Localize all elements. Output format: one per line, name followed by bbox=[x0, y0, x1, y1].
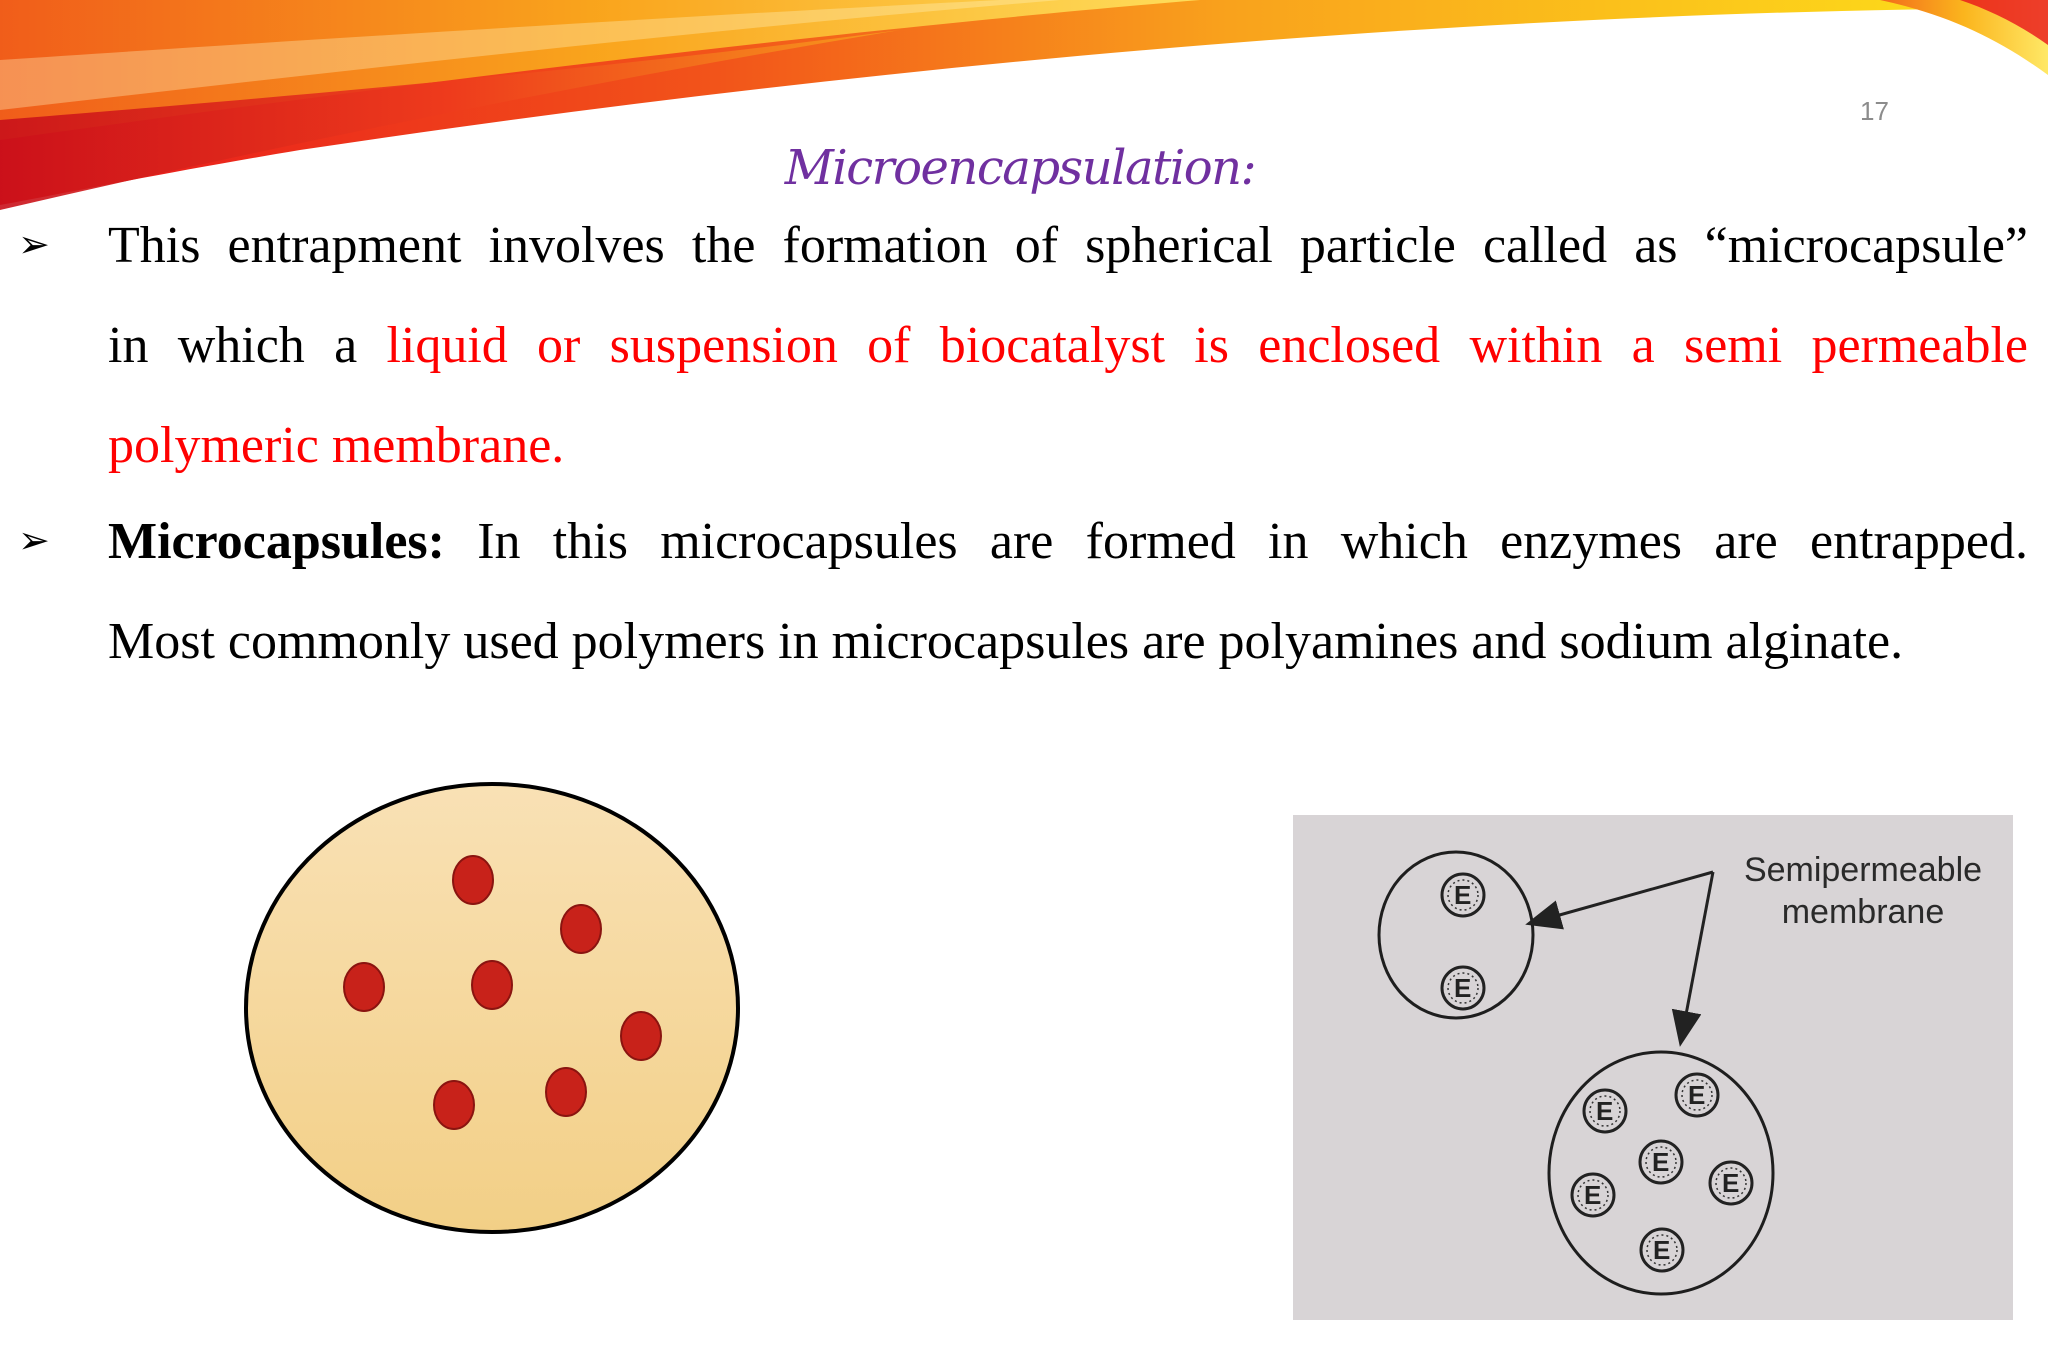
enzyme-letter: E bbox=[1688, 1080, 1706, 1110]
bullet-arrow-icon: ➢ bbox=[18, 518, 50, 562]
enzyme-dot bbox=[621, 1012, 661, 1060]
arrow-to-large-capsule bbox=[1681, 872, 1713, 1041]
bullet-1-line-2-plain: in which a bbox=[108, 317, 387, 374]
enzyme-dot bbox=[546, 1068, 586, 1116]
bullet-1-line-3: polymeric membrane. bbox=[108, 417, 565, 474]
enzyme-letter: E bbox=[1596, 1096, 1614, 1126]
slide-title: Microencapsulation: bbox=[784, 140, 1256, 196]
enzyme-dot bbox=[472, 961, 512, 1009]
bullet-1-highlight: liquid or suspension of biocatalyst is enclosed within a semi permeable bbox=[386, 317, 2028, 374]
bullet-arrow-icon: ➢ bbox=[18, 222, 50, 266]
enzyme-dot bbox=[434, 1081, 474, 1129]
bullet-2-bold-label: Microcapsules: bbox=[108, 513, 445, 570]
enzyme-letter: E bbox=[1454, 973, 1472, 1003]
bullet-2-line-2: Most commonly used polymers in microcapsules are polyamines and sodium alginate. bbox=[108, 613, 1904, 670]
enzyme-letter: E bbox=[1584, 1180, 1602, 1210]
microcapsule-diagram bbox=[240, 780, 740, 1240]
membrane-label-line-2: membrane bbox=[1781, 893, 1945, 931]
enzyme-dot bbox=[453, 856, 493, 904]
arrow-to-small-capsule bbox=[1531, 872, 1713, 923]
enzyme-letter: E bbox=[1454, 880, 1472, 910]
enzyme-dot bbox=[344, 963, 384, 1011]
enzyme-letter: E bbox=[1652, 1147, 1670, 1177]
enzyme-letter: E bbox=[1653, 1235, 1671, 1265]
semipermeable-membrane-figure bbox=[1293, 815, 2013, 1320]
membrane-label-line-1: Semipermeable bbox=[1743, 851, 1983, 889]
bullet-2-line-1 bbox=[108, 512, 2028, 572]
enzyme-letter: E bbox=[1722, 1168, 1740, 1198]
slide-number: 17 bbox=[1860, 96, 1889, 126]
bullet-2-line-1-rest: In this microcapsules are formed in which enzymes are entrapped. bbox=[444, 513, 2028, 570]
bullet-1-line-2 bbox=[108, 316, 2028, 376]
bullet-1-line-1: This entrapment involves the formation of spherical particle called as “microcapsule” bbox=[108, 217, 2028, 274]
enzyme-dot bbox=[561, 905, 601, 953]
